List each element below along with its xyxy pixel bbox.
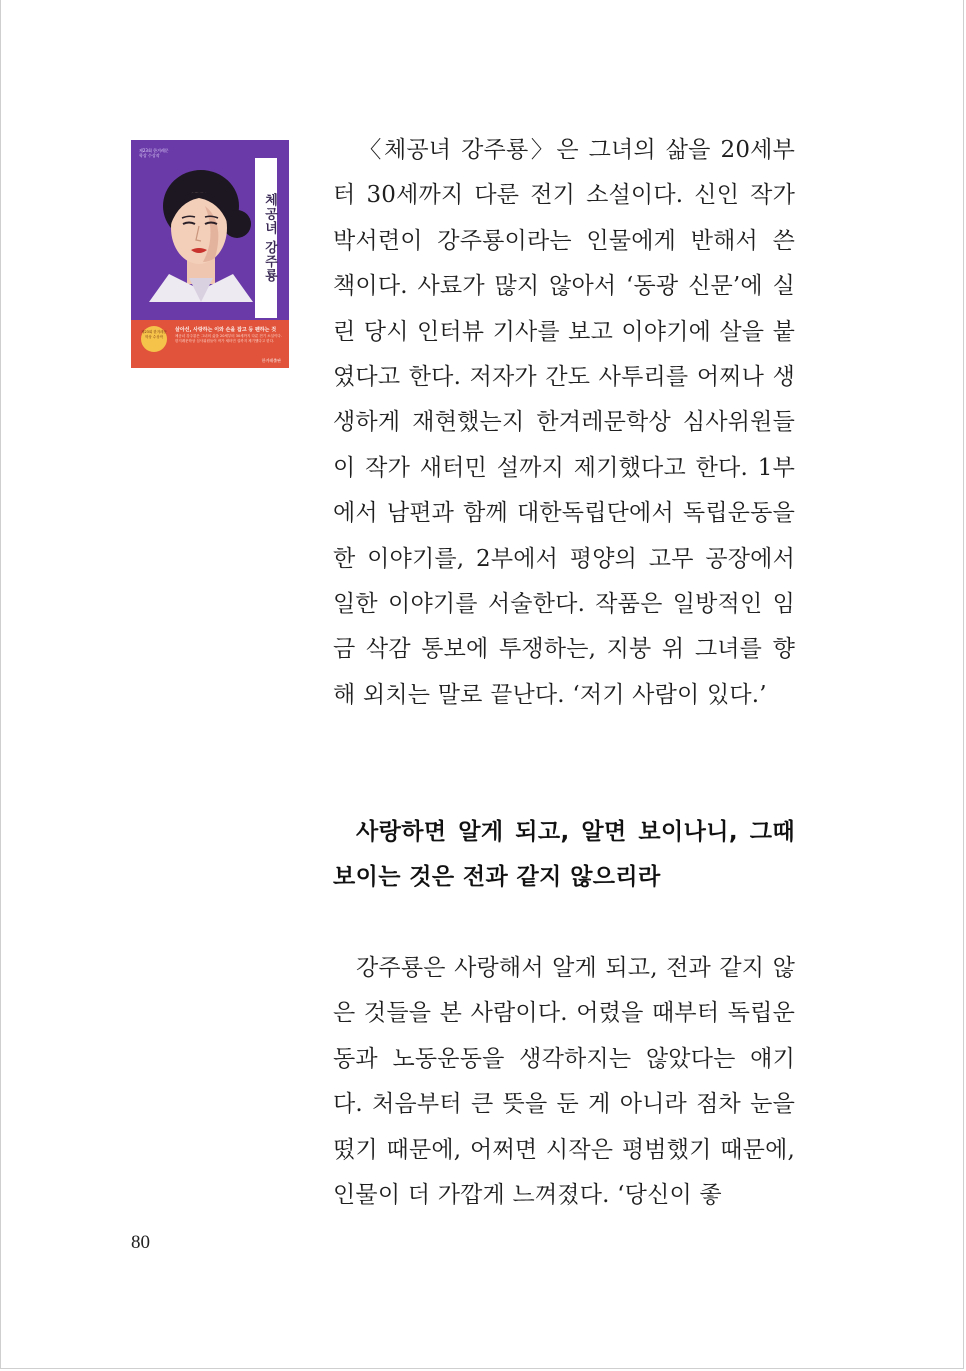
section-heading [333,810,795,900]
cover-publisher: 한겨레출판 [261,358,281,363]
cover-title: 체공녀 강주룡 [255,158,277,318]
body-paragraph-1-text: 〈체공녀 강주룡〉은 그녀의 삶을 20세부터 30세까지 다룬 전기 소설이다. 신인 작가 박서련이 강주룡이라는 인물에게 반해서 쓴 책이다. 사료가 많지 않아서 ‘동광 신문’에 실린 당시 인터뷰 기사를 보고 이야기에 살을 붙였다고 한다. 저자가 간도 사투리를 어찌나 생생하게 재현했는지 한겨레문학상 심사위원들이 작가 새터민 설까지 제기했다고 한다. 1부에서 남편과 함께 대한독립단에서 독립운동을 한 이야기를, 2부에서 평양의 고무 공장에서 일한 이야기를 서술한다. 작품은 일방적인 임금 삭감 통보에 투쟁하는, 지붕 위 그녀를 향해 외치는 말로 끝난다. ‘저기 사람이 있다.’ [333,137,795,708]
body-paragraph-1 [333,128,795,718]
cover-award-note: 제23회 한겨레문학상 수상작 [139,148,169,158]
book-cover-image [131,140,289,368]
body-paragraph-2-text: 강주룡은 사랑해서 알게 되고, 전과 같지 않은 것들을 본 사람이다. 어렸을 때부터 독립운동과 노동운동을 생각하지는 않았다는 얘기다. 처음부터 큰 뜻을 둔 게 아니라 점차 눈을 떴기 때문에, 어쩌면 시작은 평범했기 때문에, 인물이 더 가깝게 느껴졌다. ‘당신이 좋 [333,955,795,1209]
cover-tagline: 살아선, 사랑하는 이와 손을 잡고 등 펜하는 것 [175,327,277,333]
body-paragraph-2 [333,946,795,1218]
page-number: 80 [131,1232,150,1253]
cover-blurb: 체공녀 강주룡은 그녀의 삶을 20세부터 30세까지 다룬 전기 소설이다. 한겨레문학상 심사위원들이 작가 새터민 설까지 제기했다고 한다. [175,334,282,343]
cover-portrait-illustration [149,166,253,302]
cover-award-badge: 제23회 한겨레문학상 수상작 [141,326,167,352]
section-heading-text: 사랑하면 알게 되고, 알면 보이나니, 그때 보이는 것은 전과 같지 않으리라 [333,819,795,890]
